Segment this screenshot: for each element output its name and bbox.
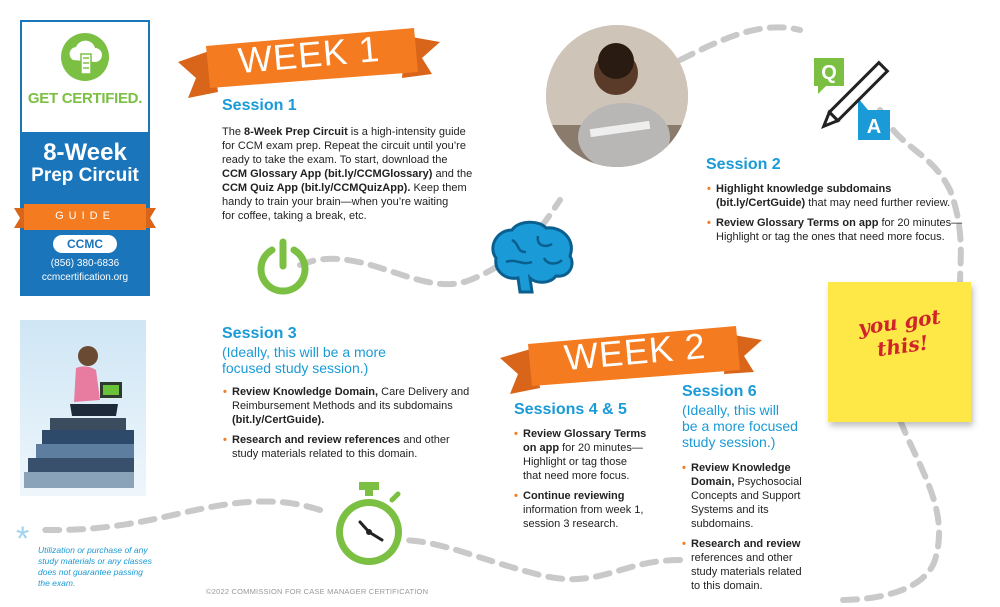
sticky-note-text: you got this! (856, 304, 943, 362)
badge-title-line1: 8-Week (43, 139, 127, 166)
woman-studying-photo (546, 25, 688, 167)
sessions45-bullet2: • Continue reviewing information from week 1, session 3 research. (523, 489, 673, 531)
session1-title: Session 1 (222, 97, 297, 114)
q-letter: Q (821, 62, 837, 84)
session6-bullet2: • Research and review references and other study materials related to this domain. (691, 537, 831, 593)
girl-on-books-illustration (20, 320, 146, 496)
badge-title-line2: Prep Circuit (31, 165, 139, 186)
power-icon (254, 238, 312, 296)
books-stack-photo (20, 320, 146, 496)
session2-bullet2: • Review Glossary Terms on app for 20 minutes— Highlight or tag the ones that need more focus. (716, 216, 986, 244)
session3-subtitle: (Ideally, this will be a more focused study session.) (222, 344, 386, 376)
ccmc-logo: CCMC (53, 235, 117, 253)
brain-icon (486, 218, 578, 296)
prep-circuit-badge (20, 20, 150, 296)
a-letter: A (866, 116, 882, 138)
disclaimer-text: Utilization or purchase of any study materials or any classes does not guarantee passing the exam. (38, 545, 152, 588)
phone-number: (856) 380-6836 (50, 258, 120, 269)
session2-title: Session 2 (706, 156, 781, 173)
guide-label: GUIDE (55, 210, 115, 222)
session2-bullet1: • Highlight knowledge subdomains (bit.ly/CertGuide) that may need further review. (716, 182, 976, 210)
website-link[interactable]: ccmcertification.org (41, 272, 129, 283)
week2-label: WEEK 2 (562, 324, 708, 379)
sticky-note (828, 282, 971, 422)
session6-bullet1: • Review Knowledge Domain, Psychosocial Concepts and Support Systems and its subdomains. (691, 461, 831, 531)
copyright-text: ©2022 COMMISSION FOR CASE MANAGER CERTIFICATION (206, 587, 429, 596)
get-certified-text: GET CERTIFIED. (27, 90, 143, 107)
week1-label: WEEK 1 (236, 27, 382, 82)
session1-text: The 8-Week Prep Circuit is a high-intensity guide for CCM exam prep. Repeat the circuit until you’re ready to take the exam. To start, download the CCM Glossary App (bit.ly/CCMGlossary) and the CCM Quiz App (bit.ly/CCMQuizApp). Keep them handy to train your brain—when you’re waiting for coffee, taking a break, etc. (222, 126, 473, 222)
woman-illustration (546, 25, 688, 167)
qa-pencil-icon (808, 52, 896, 144)
session6-title: Session 6 (682, 383, 757, 400)
session3-title: Session 3 (222, 325, 297, 342)
sessions45-bullet1: • Review Glossary Terms on app for 20 minutes— Highlight or tag those that need more focus. (523, 427, 673, 483)
session3-bullet2: • Research and review references and other study materials related to this domain. (232, 433, 502, 461)
stopwatch-icon (330, 480, 408, 570)
cloud-checklist-icon (60, 32, 110, 82)
session3-bullet1: • Review Knowledge Domain, Care Delivery and Reimbursement Methods and its subdomains (bit.ly/CertGuide). (232, 385, 502, 427)
asterisk-icon: * (16, 520, 30, 558)
sessions45-title: Sessions 4 & 5 (514, 401, 627, 418)
session6-subtitle: (Ideally, this will be a more focused study session.) (682, 402, 798, 450)
